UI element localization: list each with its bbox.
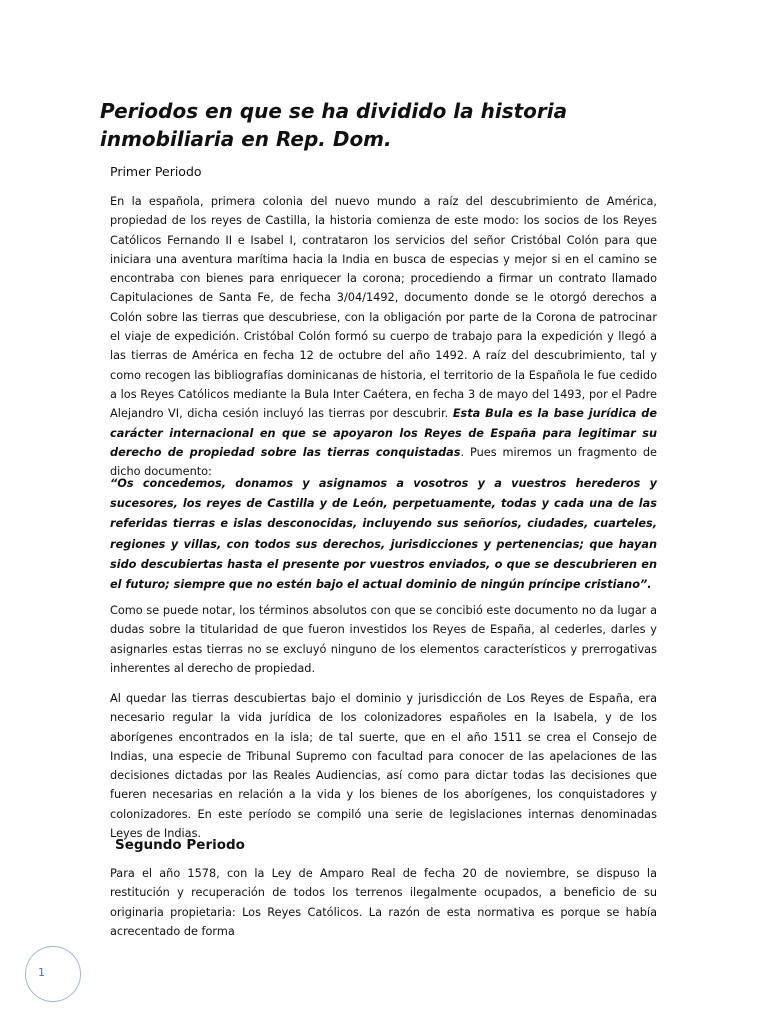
section-heading-primer-periodo: Primer Periodo <box>110 164 202 179</box>
paragraph-introduction-text: En la española, primera colonia del nuevo mundo a raíz del descubrimiento de América, propiedad de los reyes de Castilla, la historia comienza de este modo: los socios de los Reyes Católicos Fernando II e Isabel I, contrataron los servicios del señor Cristóbal Colón para que iniciara una aventura marítima hacia la India en busca de especias y mejor si en el camino se encontraba con bienes para enriquecer la corona; procediendo a firmar un contrato llamado Capitulaciones de Santa Fe, de fecha 3/04/1492, documento donde se le otorgó derechos a Colón sobre las tierras que descubriese, con la obligación por parte de la Corona de patrocinar el viaje de expedición. Cristóbal Colón formó su cuerpo de trabajo para la expedición y llegó a las tierras de América en fecha 12 de octubre del año 1492. A raíz del descubrimiento, tal y como recogen las bibliografías dominicanas de historia, el territorio de la Española le fue cedido a los Reyes Católicos mediante la Bula Inter Caétera, en fecha 3 de mayo del 1493, por el Padre Alejandro VI, dicha cesión incluyó las tierras por descubrir. <box>110 195 657 421</box>
bula-quote: “Os concedemos, donamos y asignamos a vosotros y a vuestros herederos y sucesores, los reyes de Castilla y de León, perpetuamente, todas y cada una de las referidas tierras e islas desconocidas, incluyendo sus señoríos, ciudades, cuarteles, regiones y villas, con todos sus derechos, jurisdicciones y pertenencias; que hayan sido descubiertas hasta el presente por vuestros enviados, o que se descubrieren en el futuro; siempre que no estén bajo el actual dominio de ningún príncipe cristiano”. <box>110 477 657 592</box>
document-title: Periodos en que se ha dividido la historia inmobiliaria en Rep. Dom. <box>100 99 568 151</box>
page-number-badge <box>25 946 81 1002</box>
page-number: 1 <box>38 966 45 979</box>
paragraph-introduction-emphasis: Esta Bula es la base jurídica de carácter internacional en que se apoyaron los Reyes de España para legitimar su derecho de propiedad sobre las tierras conquistadas <box>110 407 658 459</box>
paragraph-amparo-real: Para el año 1578, con la Ley de Amparo Real de fecha 20 de noviembre, se dispuso la restitución y recuperación de todos los terrenos ilegalmente ocupados, a beneficio de su originaria propietaria: Los Reyes Católicos. La razón de esta normativa es porque se había acrecentado de forma <box>110 867 657 938</box>
paragraph-introduction <box>110 192 657 481</box>
section-heading-segundo-periodo: Segundo Periodo <box>115 837 245 853</box>
paragraph-analysis: Como se puede notar, los términos absolutos con que se concibió este documento no da lugar a dudas sobre la titularidad de que fueron investidos los Reyes de España, al cederles, darles y asignarles estas tierras no se excluyó ninguno de los elementos característicos y prerrogativas inherentes al derecho de propiedad. <box>110 604 657 675</box>
paragraph-consejo-indias: Al quedar las tierras descubiertas bajo el dominio y jurisdicción de Los Reyes de España, era necesario regular la vida jurídica de los colonizadores españoles en la Isabela, y de los aborígenes encontrados en la isla; de tal suerte, que en el año 1511 se crea el Consejo de Indias, una especie de Tribunal Supremo con facultad para conocer de las apelaciones de las decisiones dictadas por las Reales Audiencias, así como para dictar todas las decisiones que fueren necesarias en relación a la vida y los bienes de los aborígenes, los conquistadores y colonizadores. En este período se compiló una serie de legislaciones internas denominadas Leyes de Indias. <box>110 692 657 841</box>
paragraph-introduction-tail: . Pues miremos un fragmento de dicho documento: <box>110 445 658 479</box>
